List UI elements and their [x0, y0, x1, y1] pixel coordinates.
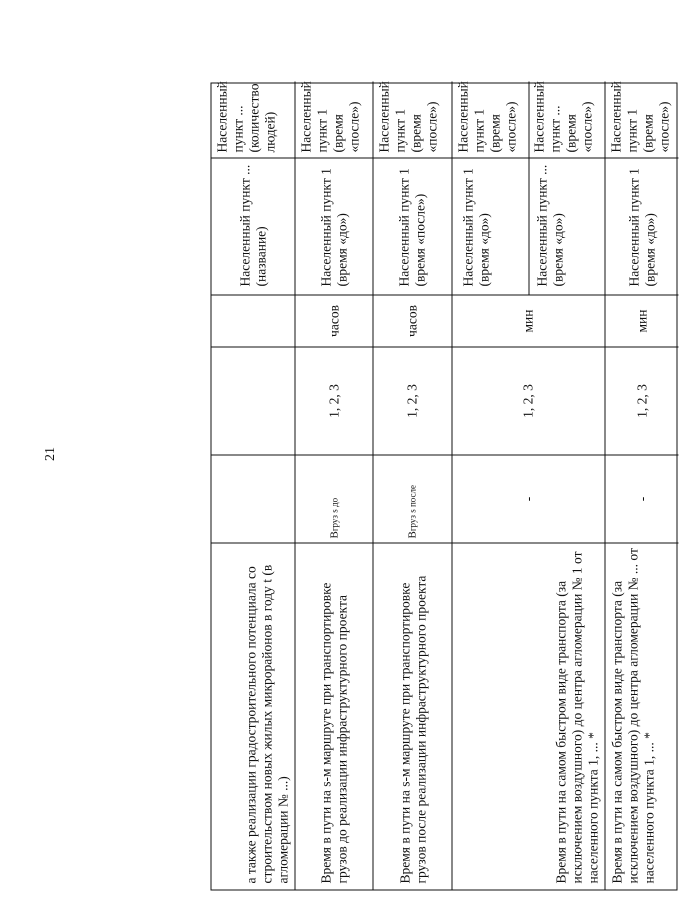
row-unit: мин — [606, 296, 679, 348]
row-unit: часов — [374, 296, 452, 348]
row-description: Время в пути на s-м маршруте при транспортировке грузов после реализации инфраструктурного проекта — [397, 575, 428, 884]
row-point: Населенный пункт 1 (время «после») — [374, 159, 452, 296]
row-point: Населенный пункт ... (название) — [212, 159, 295, 296]
row-point: Населенный пункт ... (время «до») — [534, 164, 566, 287]
row-point: Населенный пункт 1 (время «до») — [460, 168, 492, 287]
row-description: Время в пути на самом быстром виде транспорта (за исключением воздушного) до центра агломерации № ... от населенного пункта 1, ... * — [609, 548, 657, 884]
rotated-table-wrapper — [211, 83, 678, 891]
row-scenarios: 1, 2, 3 — [453, 348, 605, 456]
row-symbol: - — [606, 456, 679, 544]
row-scenarios: 1, 2, 3 — [296, 348, 373, 456]
row-scenarios: 1, 2, 3 — [606, 348, 679, 456]
row-extra: Населенный пункт 1 (время «после») — [455, 81, 519, 153]
row-symbol — [212, 456, 295, 544]
row-extra: Населенный пункт ... (время «после») — [531, 81, 595, 153]
row-point: Населенный пункт 1 (время «до») — [296, 159, 373, 296]
row-unit: часов — [296, 296, 373, 348]
table-row — [605, 82, 679, 890]
table-row — [373, 82, 452, 890]
row-extra: Населенный пункт 1 (время «после») — [296, 82, 373, 159]
page-number: 21 — [43, 447, 58, 461]
row-scenarios — [212, 348, 295, 456]
data-table — [211, 83, 678, 891]
row-unit: мин — [453, 296, 605, 348]
row-symbol: B груз s до — [296, 456, 373, 544]
row-extra: Населенный пункт 1 (время «после») — [374, 82, 452, 159]
row-point-split — [453, 159, 605, 296]
row-point: Населенный пункт 1 (время «до») — [606, 159, 679, 296]
cell-divider — [529, 159, 530, 295]
cell-divider — [529, 82, 530, 158]
table-row — [295, 82, 373, 890]
row-description: а также реализации градостроительного потенциала со строительством новых жилых микрорайонов в году t (в агломерации № ...) — [243, 564, 291, 884]
row-extra: Населенный пункт ... (количество людей) — [212, 82, 295, 159]
row-scenarios: 1, 2, 3 — [374, 348, 452, 456]
row-unit — [212, 296, 295, 348]
row-symbol: B груз s после — [374, 456, 452, 544]
row-description: Время в пути на s-м маршруте при транспортировке грузов до реализации инфраструктурного проекта — [318, 582, 350, 884]
table-row — [452, 82, 605, 890]
row-extra: Населенный пункт 1 (время «после») — [606, 82, 679, 159]
table-row — [212, 82, 295, 890]
row-description: Время в пути на самом быстром виде транспорта (за исключением воздушного) до центра агломерации № 1 от населенного пункта 1, ... * — [553, 551, 601, 884]
row-extra-split — [453, 82, 605, 159]
row-symbol: - — [453, 456, 605, 544]
